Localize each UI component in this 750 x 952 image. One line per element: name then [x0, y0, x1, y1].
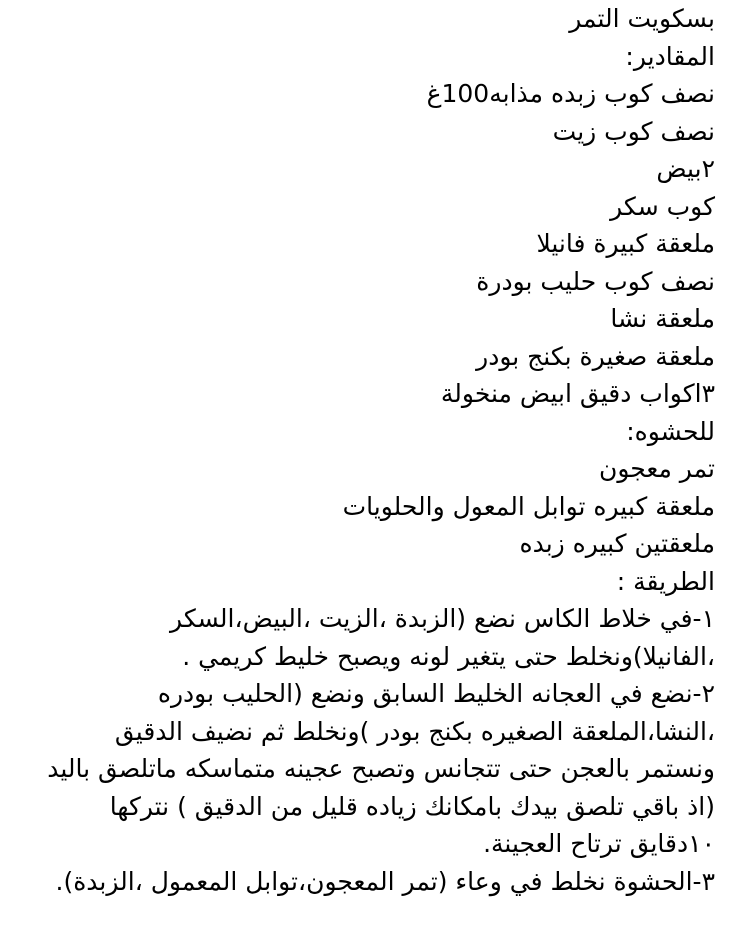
- ingredient-item: كوب سكر: [610, 191, 715, 221]
- ingredient-item: ملعقة كبيرة فانيلا: [536, 229, 715, 258]
- filling-heading: للحشوه:: [626, 416, 715, 446]
- ingredient-item: ٢بيض: [656, 154, 715, 183]
- ingredient-item: ملعقة نشا: [610, 304, 715, 333]
- recipe-title: بسكويت التمر: [569, 4, 715, 33]
- method-step: ٢-نضع في العجانه الخليط السابق ونضع (الحليب بودره ،النشا،الملعقة الصغيره بكنج بودر )ونخلط ثم نضيف الدقيق ونستمر بالعجن حتى تتجانس وتصبح عجينه متماسكه ماتلصق باليد (اذ باقي تلصق بيدك بامكانك زياده قليل من الدقيق ) نتركها ١٠دقايق ترتاح العجينة.: [47, 679, 715, 858]
- ingredient-item: ٣اكواب دقيق ابيض منخولة: [440, 379, 715, 408]
- ingredient-item: نصف كوب حليب بودرة: [476, 266, 715, 296]
- filling-item: ملعقتين كبيره زبده: [519, 529, 715, 558]
- ingredients-heading: المقادير:: [625, 41, 715, 71]
- method-step: ٣-الحشوة نخلط في وعاء (تمر المعجون،توابل المعمول ،الزبدة).: [55, 866, 715, 896]
- filling-item: ملعقة كبيره توابل المعول والحلويات: [342, 491, 715, 521]
- ingredient-item: ملعقة صغيرة بكنج بودر: [476, 341, 715, 371]
- method-heading: الطريقة :: [616, 566, 715, 596]
- filling-item: تمر معجون: [598, 454, 715, 483]
- method-step: ١-في خلاط الكاس نضع (الزبدة ،الزيت ،البيض،السكر ،الفانيلا)ونخلط حتى يتغير لونه ويصبح خليط كريمي .: [170, 604, 715, 671]
- ingredient-item: نصف كوب زيت: [552, 116, 715, 146]
- ingredient-item: نصف كوب زبده مذابه100غ: [426, 79, 715, 108]
